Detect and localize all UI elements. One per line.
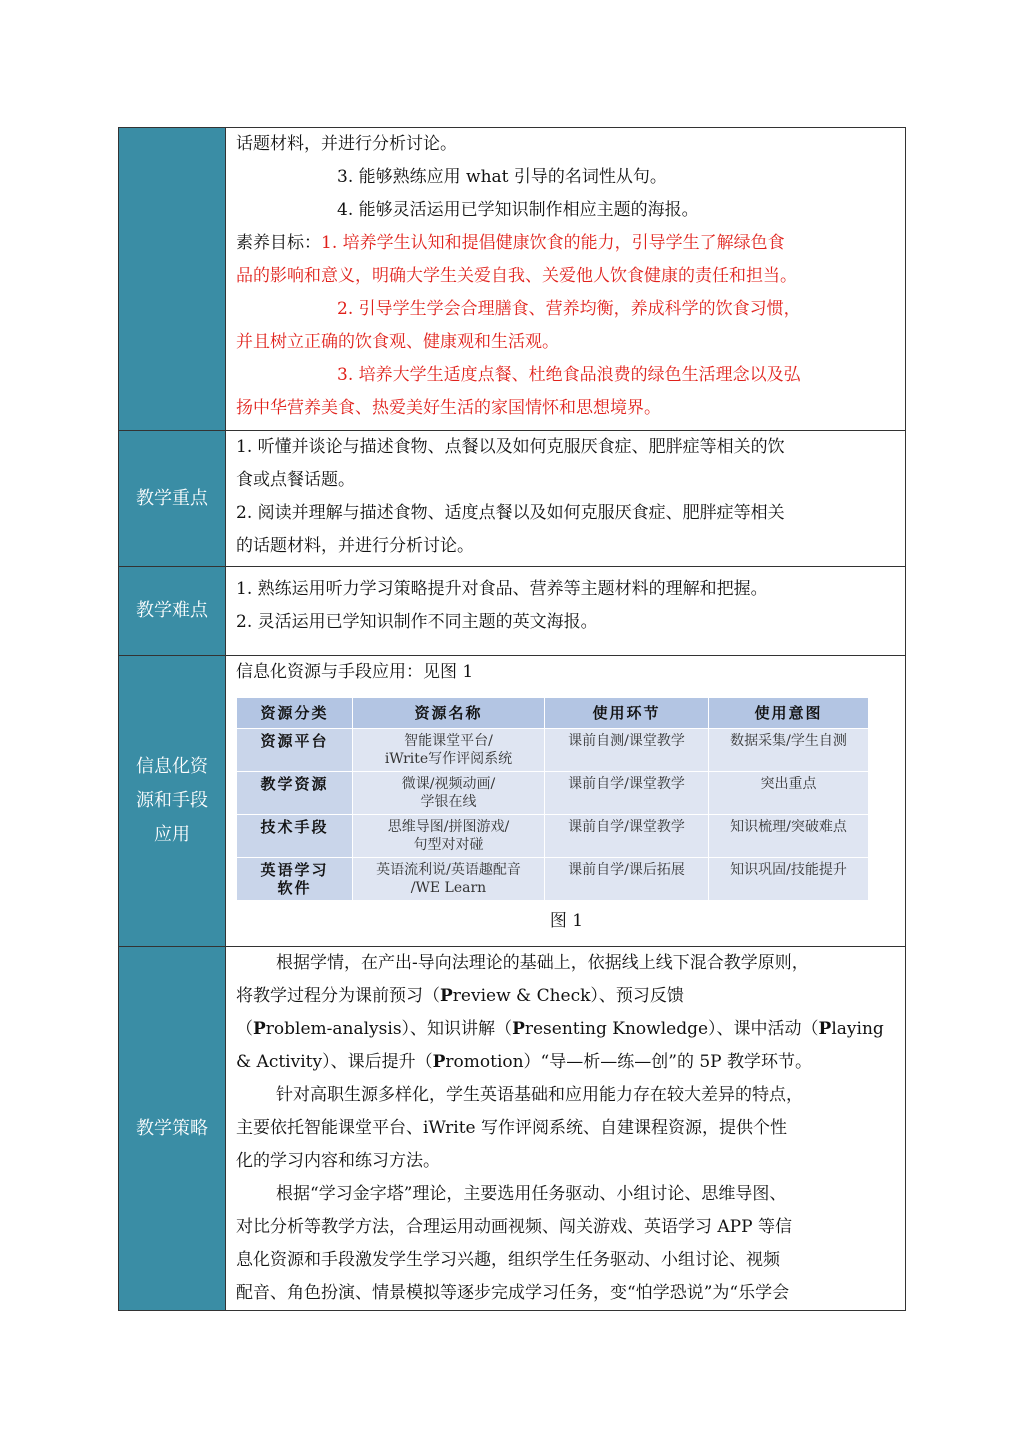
key-point-2: 2. 阅读并理解与描述食物、适度点餐以及如何克服厌食症、肥胖症等相关 [236,503,785,523]
it-label-line: 源和手段 [136,790,208,811]
strategy-label: 教学策略 [119,947,226,1311]
lesson-plan-table [118,127,906,1311]
key-point-1: 1. 听懂并谈论与描述食物、点餐以及如何克服厌食症、肥胖症等相关的饮 [236,437,785,457]
strategy-content [226,947,906,1311]
resource-category [237,858,353,901]
resource-stage: 课前自学/课堂教学 [545,815,709,858]
text-span: & Activity）、课后提升（ [236,1052,433,1072]
resource-purpose: 突出重点 [709,772,869,815]
resource-name [353,815,545,858]
strategy-line: 化的学习内容和练习方法。 [236,1151,440,1171]
text-span: （ [236,1019,253,1039]
text-span: 将教学过程分为课前预习（ [236,986,440,1006]
bold-p: P [512,1019,525,1039]
literacy-goal-2: 2. 引导学生学会合理膳食、营养均衡，养成科学的饮食习惯， [337,299,801,319]
bold-p: P [253,1019,266,1039]
objective-item-4: 4. 能够灵活运用已学知识制作相应主题的海报。 [337,200,699,220]
header-purpose: 使用意图 [709,698,869,729]
literacy-goal-1 [236,227,897,260]
it-label-line: 信息化资 [136,756,208,777]
it-resources-content [226,656,906,947]
resource-stage: 课前自学/课后拓展 [545,858,709,901]
resource-stage: 课前自测/课堂教学 [545,729,709,772]
text-span: roblem-analysis）、知识讲解（ [265,1019,513,1039]
resource-category: 教学资源 [237,772,353,815]
resource-purpose: 数据采集/学生自测 [709,729,869,772]
strategy-para-1: 根据学情，在产出-导向法理论的基础上，依据线上线下混合教学原则， [276,953,809,973]
difficulties-row [119,567,906,656]
strategy-line: 主要依托智能课堂平台、iWrite 写作评阅系统、自建课程资源，提供个性 [236,1118,788,1138]
resource-name-line: iWrite写作评阅系统 [384,751,513,767]
text-span: laying [831,1019,884,1039]
figure-caption: 图 1 [549,911,584,931]
difficulties-label: 教学难点 [119,567,226,656]
resource-name-line: /WE Learn [410,880,487,896]
header-category: 资源分类 [237,698,353,729]
it-label-line: 应用 [154,824,190,845]
resource-name [353,858,545,901]
resource-name-line: 思维导图/拼图游戏/ [387,819,510,835]
it-resources-intro: 信息化资源与手段应用：见图 1 [236,662,474,682]
objectives-row [119,128,906,431]
resource-category: 资源平台 [237,729,353,772]
category-line: 软件 [277,879,312,897]
resource-name-line: 微课/视频动画/ [401,776,496,792]
resource-purpose: 知识巩固/技能提升 [709,858,869,901]
resources-table [236,697,869,901]
table-row [237,772,869,815]
strategy-para-3: 根据“学习金字塔”理论，主要选用任务驱动、小组讨论、思维导图、 [276,1184,787,1204]
strategy-line: 息化资源和手段激发学生学习兴趣，组织学生任务驱动、小组讨论、视频 [236,1250,780,1270]
it-resources-label [119,656,226,947]
difficulty-2: 2. 灵活运用已学知识制作不同主题的英文海报。 [236,612,598,632]
key-point-line: 食或点餐话题。 [236,470,355,490]
literacy-line: 扬中华营养美食、热爱美好生活的家国情怀和思想境界。 [236,398,661,418]
literacy-text: 1. 培养学生认知和提倡健康饮食的能力，引导学生了解绿色食 [321,233,785,253]
strategy-row [119,947,906,1311]
literacy-label: 素养目标： [236,233,321,253]
text-span: review & Check）、预习反馈 [452,986,684,1006]
key-points-row [119,431,906,567]
objectives-content [226,128,906,431]
resource-name-line: 智能课堂平台/ [404,733,493,749]
key-points-content [226,431,906,567]
text-span: romotion）“导—析—练—创”的 5P 教学环节。 [445,1052,813,1072]
text-span: resenting Knowledge）、课中活动（ [524,1019,819,1039]
resource-name-line: 学银在线 [420,794,477,810]
header-stage: 使用环节 [545,698,709,729]
resource-purpose: 知识梳理/突破难点 [709,815,869,858]
table-row [237,729,869,772]
bold-p: P [432,1052,446,1072]
it-resources-row [119,656,906,947]
table-row [237,858,869,901]
resource-name-line: 英语流利说/英语趣配音 [376,862,521,878]
resources-header-row [237,698,869,729]
bold-p: P [818,1019,832,1039]
literacy-goal-3: 3. 培养大学生适度点餐、杜绝食品浪费的绿色生活理念以及弘 [337,365,801,385]
objective-line: 话题材料，并进行分析讨论。 [236,134,457,154]
difficulty-1: 1. 熟练运用听力学习策略提升对食品、营养等主题材料的理解和把握。 [236,579,768,599]
category-line: 英语学习 [260,861,329,879]
resource-name [353,729,545,772]
resource-name [353,772,545,815]
objective-item-3: 3. 能够熟练应用 what 引导的名词性从句。 [337,167,667,187]
literacy-line: 并且树立正确的饮食观、健康观和生活观。 [236,332,559,352]
resource-stage: 课前自学/课堂教学 [545,772,709,815]
strategy-para-2: 针对高职生源多样化，学生英语基础和应用能力存在较大差异的特点， [276,1085,803,1105]
objectives-label-cell [119,128,226,431]
key-points-label: 教学重点 [119,431,226,567]
table-row [237,815,869,858]
literacy-line: 品的影响和意义，明确大学生关爱自我、关爱他人饮食健康的责任和担当。 [236,266,797,286]
difficulties-content [226,567,906,656]
key-point-line: 的话题材料，并进行分析讨论。 [236,536,474,556]
strategy-line [236,980,897,1013]
resource-category: 技术手段 [237,815,353,858]
strategy-line [236,1046,897,1079]
bold-p: P [440,986,453,1006]
header-name: 资源名称 [353,698,545,729]
strategy-line [236,1013,897,1046]
strategy-line: 对比分析等教学方法，合理运用动画视频、闯关游戏、英语学习 APP 等信 [236,1217,792,1237]
resource-name-line: 句型对对碰 [413,837,484,853]
strategy-line: 配音、角色扮演、情景模拟等逐步完成学习任务，变“怕学恐说”为“乐学会 [236,1283,790,1303]
